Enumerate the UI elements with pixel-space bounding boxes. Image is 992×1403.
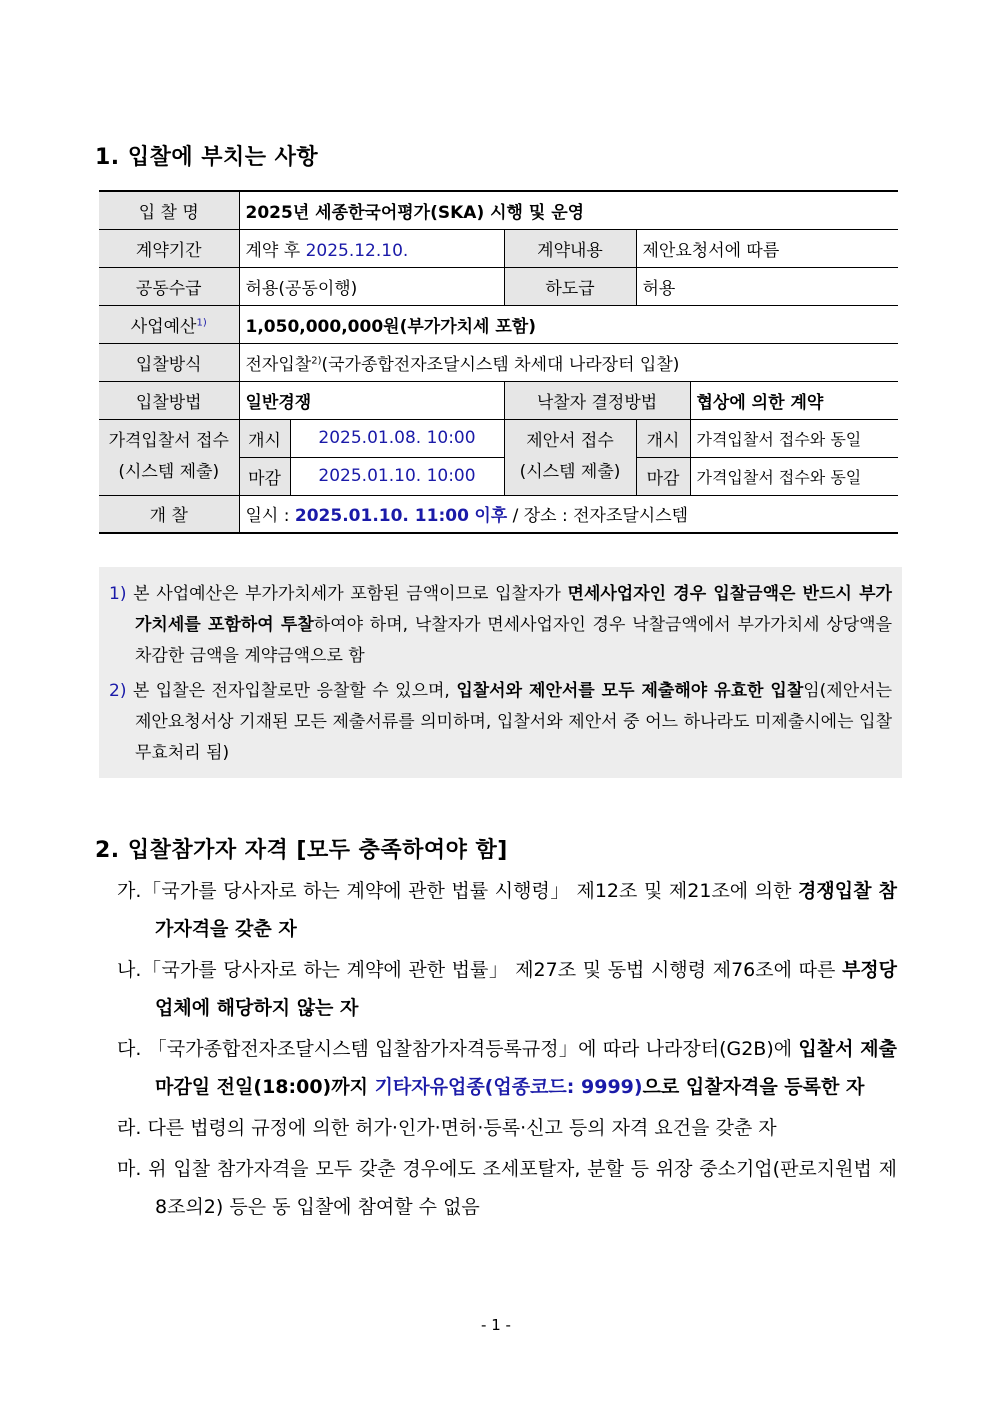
list-item: 다. 「국가종합전자조달시스템 입찰참가자격등록규정」에 따라 나라장터(G2B)에 입찰서 제출 마감일 전일(18:00)까지 기타자유업종(업종코드: 9999)으로 입찰자격을 등록한 자 xyxy=(117,1038,898,1098)
list-item: 나.「국가를 당사자로 하는 계약에 관한 법률」 제27조 및 동법 시행령 제76조에 따른 부정당업체에 해당하지 않는 자 xyxy=(117,959,897,1019)
price-open-value: 2025.01.08. 10:00 xyxy=(290,419,504,457)
bidding-label: 입찰방법 xyxy=(99,381,239,419)
method-label: 입찰방식 xyxy=(99,343,239,381)
price-open-label: 개시 xyxy=(239,419,290,457)
price-bid-label: 가격입찰서 접수 (시스템 제출) xyxy=(99,419,239,495)
list-item: 마. 위 입찰 참가자격을 모두 갖춘 경우에도 조세포탈자, 분할 등 위장 중소기업(판로지원법 제8조의2) 등은 동 입찰에 참여할 수 없음 xyxy=(117,1158,897,1218)
section2-title: 2. 입찰참가자 자격 [모두 충족하여야 함] xyxy=(95,838,508,863)
proposal-label: 제안서 접수 (시스템 제출) xyxy=(504,419,636,495)
content-label: 계약내용 xyxy=(504,229,636,267)
table-row xyxy=(99,267,898,305)
winner-method-value: 협상에 의한 계약 xyxy=(690,381,898,419)
proposal-close-label: 마감 xyxy=(636,457,690,495)
price-close-value: 2025.01.10. 10:00 xyxy=(290,457,504,495)
table-row xyxy=(99,191,898,229)
table-row xyxy=(99,495,898,533)
method-value: 전자입찰$^{2)}$(국가종합전자조달시스템 차세대 나라장터 입찰) xyxy=(239,343,898,381)
list-item: 라. 다른 법령의 규정에 의한 허가·인가·면허·등록·신고 등의 자격 요건을 갖춘 자 xyxy=(117,1117,777,1139)
period-label: 계약기간 xyxy=(99,229,239,267)
footnote-1: 1) 본 사업예산은 부가가치세가 포함된 금액이므로 입찰자가 면세사업자인 경우 입찰금액은 반드시 부가가치세를 포함하여 투찰하여야 하며, 낙찰자가 면세사업자인 경우 낙찰금액에서 부가가치세 상당액을 차감한 금액을 계약금액으로 함 xyxy=(109,584,893,666)
table-row xyxy=(99,229,898,267)
proposal-close-value: 가격입찰서 접수와 동일 xyxy=(690,457,898,495)
footnotes-box xyxy=(99,567,902,778)
name-label: 입 찰 명 xyxy=(99,191,239,229)
bidding-value: 일반경쟁 xyxy=(239,381,504,419)
table-row xyxy=(99,343,898,381)
winner-method-label: 낙찰자 결정방법 xyxy=(504,381,690,419)
table-row xyxy=(99,419,898,457)
subcontract-value: 허용 xyxy=(636,267,898,305)
bid-info-table xyxy=(99,190,898,534)
opening-label: 개 찰 xyxy=(99,495,239,533)
name-value: 2025년 세종한국어평가(SKA) 시행 및 운영 xyxy=(239,191,898,229)
footnote-2: 2) 본 입찰은 전자입찰로만 응찰할 수 있으며, 입찰서와 제안서를 모두 제출해야 유효한 입찰임(제안서는 제안요청서상 기재된 모든 제출서류를 의미하며, 입찰서와 제안서 중 어느 하나라도 미제출시에는 입찰무효처리 됨) xyxy=(109,681,892,763)
opening-value: 일시 : 2025.01.10. 11:00 이후 / 장소 : 전자조달시스템 xyxy=(239,495,898,533)
page-number: - 1 - xyxy=(481,1316,511,1334)
content-value: 제안요청서에 따름 xyxy=(636,229,898,267)
list-item: 가.「국가를 당사자로 하는 계약에 관한 법률 시행령」 제12조 및 제21조에 의한 경쟁입찰 참가자격을 갖춘 자 xyxy=(117,880,897,940)
budget-value: 1,050,000,000원(부가가치세 포함) xyxy=(239,305,898,343)
proposal-open-value: 가격입찰서 접수와 동일 xyxy=(690,419,898,457)
proposal-open-label: 개시 xyxy=(636,419,690,457)
table-row xyxy=(99,305,898,343)
table-row xyxy=(99,381,898,419)
joint-label: 공동수급 xyxy=(99,267,239,305)
budget-label: 사업예산$^{1)}$ xyxy=(99,305,239,343)
price-close-label: 마감 xyxy=(239,457,290,495)
joint-value: 허용(공동이행) xyxy=(239,267,504,305)
qualification-list xyxy=(117,872,897,1229)
period-value: 계약 후 2025.12.10. xyxy=(239,229,504,267)
subcontract-label: 하도급 xyxy=(504,267,636,305)
section1-title: 1. 입찰에 부치는 사항 xyxy=(95,145,319,170)
